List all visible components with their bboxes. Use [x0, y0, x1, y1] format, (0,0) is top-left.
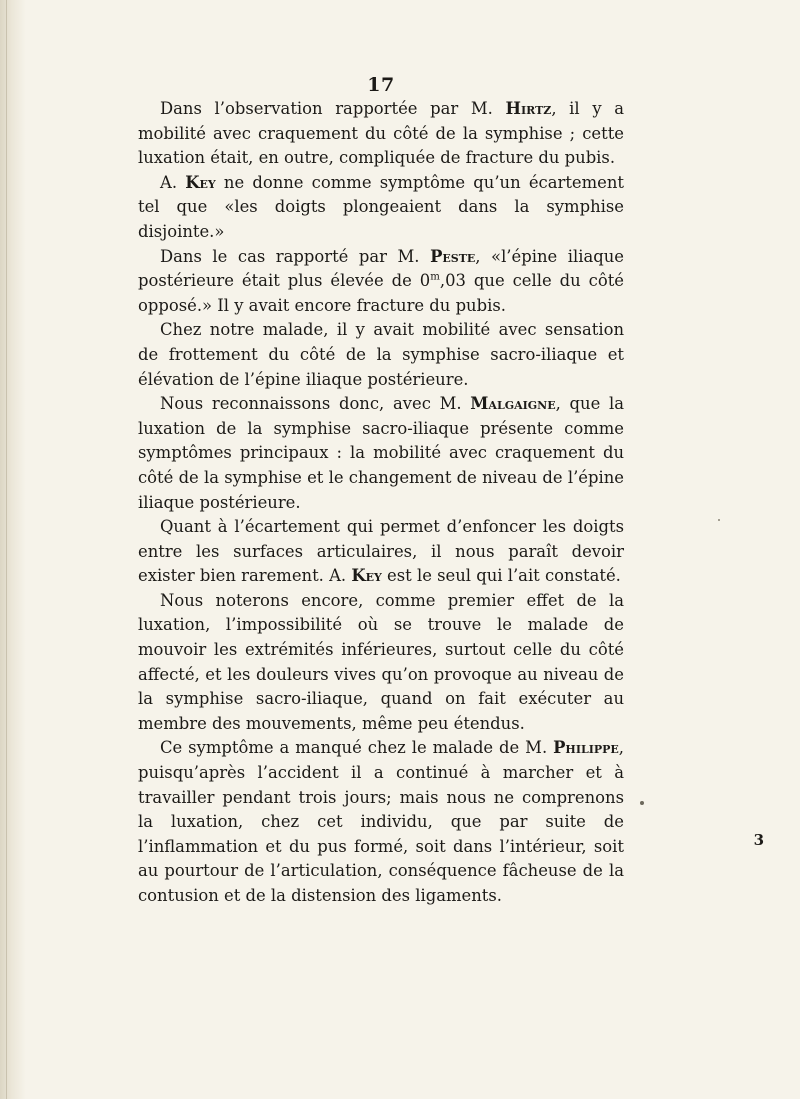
text-run: Nous noterons encore, comme premier effet de la luxation, l’impossibilité où se trouve le malade de mouvoir les extrémités inférieures, surtout celle du côté affecté, et les douleurs vives qu’on provoque au niveau de la symphise sacro-iliaque, quand on fait exécuter au membre des mouvements, même peu étendus.: [138, 590, 624, 733]
text-run: Dans le cas rapporté par M.: [160, 246, 431, 266]
binding-shadow: [0, 0, 26, 1099]
text-run: , que la luxation de la symphise sacro-iliaque présente comme symptômes principaux : la mobilité avec craquement du côté de la symphise et le changement de niveau de l’épine iliaque postérieure.: [138, 394, 624, 512]
text-run: , puisqu’après l’accident il a continué à marcher et à travailler pendant trois jours; mais nous ne comprenons la luxation, chez cet individu, que par suite de l’inflammation et du pus formé, soit dans l’intérieur, soit au pourtour de l’articulation, conséquence fâcheuse de la contusion et de la distension des ligaments.: [138, 738, 624, 905]
author-name: Key: [185, 172, 216, 192]
paragraph: [138, 392, 624, 515]
text-run: Nous reconnaissons donc, avec M.: [160, 394, 471, 414]
paragraph: [138, 245, 624, 319]
paragraph: [138, 515, 624, 589]
paper-speck: [640, 801, 644, 805]
body-text: [138, 97, 624, 909]
unit-superscript: m: [430, 271, 440, 283]
signature-mark: 3: [753, 831, 764, 849]
author-name: Peste: [430, 246, 476, 266]
text-run: ,03 que celle du côté opposé.» Il y avait encore fracture du pubis.: [138, 271, 624, 315]
binding-edge: [6, 0, 7, 1099]
text-run: Quant à l’écartement qui permet d’enfoncer les doigts entre les surfaces articulaires, il nous paraît devoir exister bien rarement. A.: [138, 517, 624, 586]
text-run: est le seul qui l’ait constaté.: [381, 566, 621, 586]
paragraph: [138, 736, 624, 908]
text-run: Dans l’observation rapportée par M.: [160, 99, 506, 118]
paragraph: [138, 589, 624, 737]
paragraph: [138, 318, 624, 392]
text-run: Ce symptôme a manqué chez le malade de M.: [160, 738, 554, 758]
text-run: , il y a mobilité avec craquement du côté de la symphise ; cette luxation était, en outre, compliquée de fracture du pubis.: [138, 99, 624, 168]
author-name: Philippe: [553, 738, 619, 758]
author-name: Malgaigne: [470, 394, 556, 414]
text-run: , «l’épine iliaque postérieure était plus élevée de 0: [138, 246, 624, 291]
author-name: Hirtz: [505, 99, 552, 118]
page-number: 17: [367, 74, 395, 96]
text-run: Chez notre malade, il y avait mobilité avec sensation de frottement du côté de la symphise sacro-iliaque et élévation de l’épine iliaque postérieure.: [138, 320, 624, 389]
paragraph: [138, 97, 624, 171]
text-run: ne donne comme symptôme qu’un écartement tel que «les doigts plongeaient dans la symphise disjointe.»: [138, 172, 624, 241]
author-name: Key: [351, 566, 382, 586]
paragraph: [138, 171, 624, 245]
text-run: A.: [160, 172, 186, 192]
paper-speck: [718, 519, 720, 521]
